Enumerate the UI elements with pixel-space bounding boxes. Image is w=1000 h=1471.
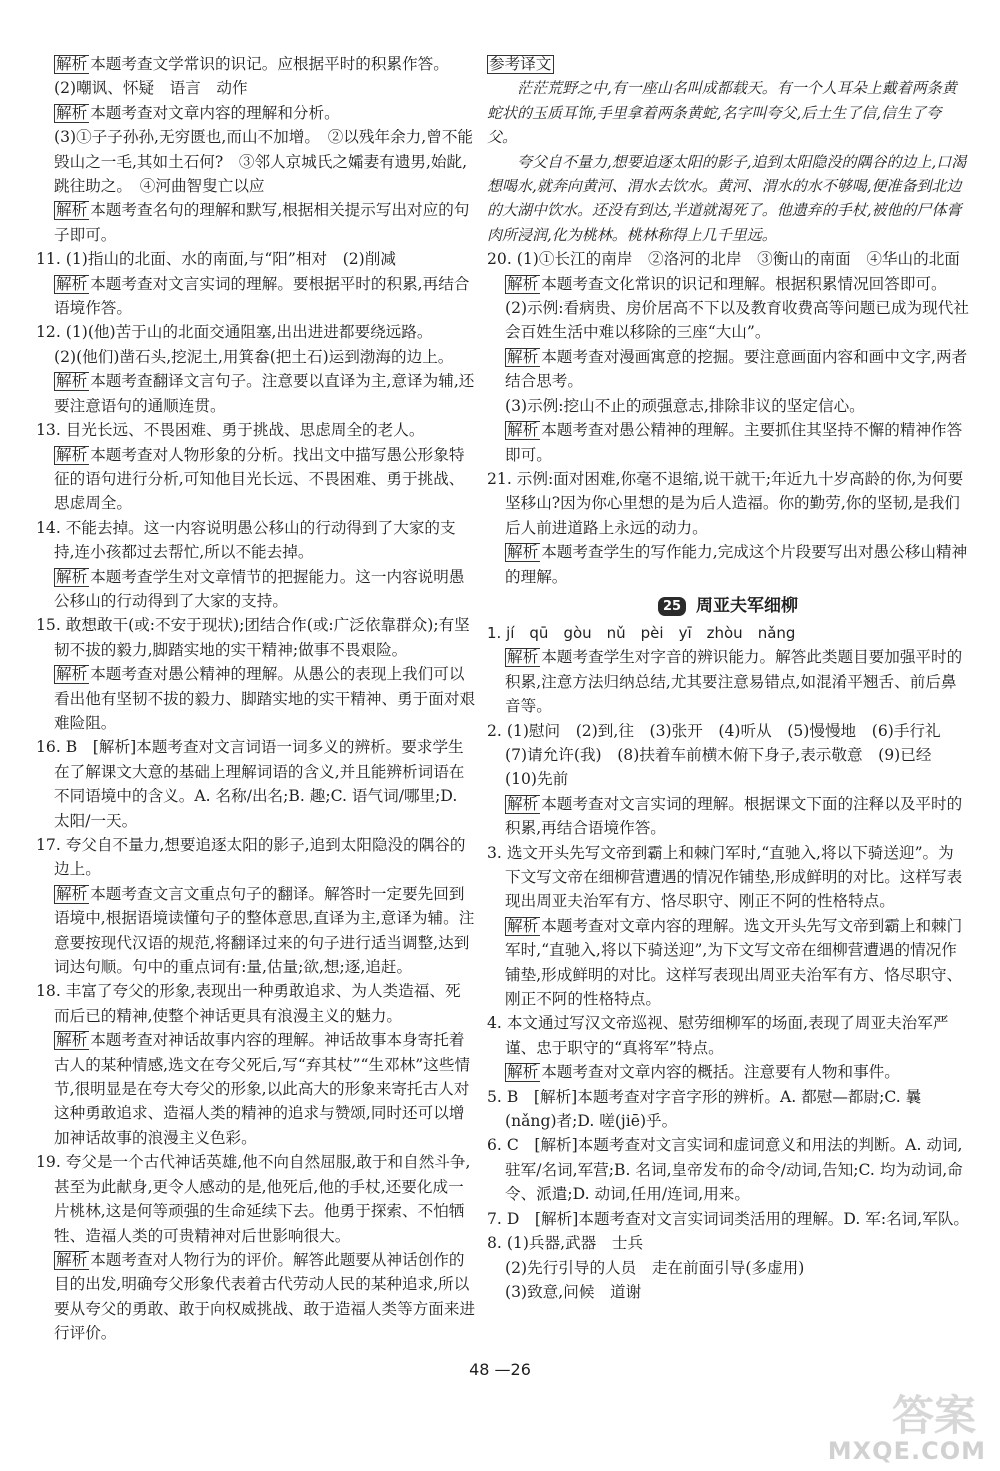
text-line: [36, 1248, 476, 1346]
line-text: 本题考查对文言实词的理解。根据课文下面的注释以及平时的积累,再结合语境作答。: [505, 794, 963, 838]
text-line: [487, 1207, 969, 1231]
line-text: 本题考查对文言实词的理解。要根据平时的积累,再结合语境作答。: [54, 274, 470, 318]
text-line: [36, 345, 476, 369]
text-line: [36, 247, 476, 271]
line-text: 本题考查对人物行为的评价。解答此题要从神话创作的目的出发,明确夸父形象代表着古代劳动人民的某种追求,所以要从夸父的勇敢、敢于向权威挑战、敢于造福人类等方面来进行评价。: [54, 1250, 476, 1343]
line-text: 夸父自不量力,想要追逐太阳的影子,追到太阳隐没的隅谷的边上,口渴想喝水,就奔向黄河、渭水去饮水。黄河、渭水的水不够喝,便准备到北边的大湖中饮水。还没有到达,半道就渴死了。他遗弃的手杖,被他的尸体膏肉所浸润,化为桃林。桃林称得上几千里远。: [487, 152, 967, 244]
bracket-tag: 解析: [507, 274, 539, 293]
line-text: 本题考查学生对文章情节的把握能力。这一内容说明愚公移山的行动得到了大家的支持。: [54, 567, 465, 610]
bracket-tag: 解析: [507, 916, 539, 935]
page-number: 48 —26: [469, 1360, 531, 1379]
text-line: [487, 467, 969, 540]
line-text: 17. 夸父自不量力,想要追逐太阳的影子,追到太阳隐没的隅谷的边上。: [36, 836, 466, 879]
text-line: [36, 662, 476, 735]
text-line: [487, 150, 969, 248]
line-text: (2)嘲讽、怀疑 语言 动作: [54, 79, 248, 98]
line-text: (3)①子子孙孙,无穷匮也,而山不加增。 ②以残年余力,曾不能毁山之一毛,其如土石何? ③邻人京城氏之孀妻有遗男,始龀,跳往助之。 ④河曲智叟亡以应: [54, 128, 474, 196]
text-line: [487, 272, 969, 296]
text-line: [36, 443, 476, 516]
bracket-tag: 解析: [56, 201, 88, 220]
text-line: [487, 719, 969, 792]
line-text: 14. 不能去掉。这一内容说明愚公移山的行动得到了大家的支持,连小孩都过去帮忙,所以不能去掉。: [36, 518, 456, 562]
text-line: [487, 418, 969, 467]
text-line: [487, 792, 969, 841]
line-text: 本题考查文言文重点句子的翻译。解答时一定要先回到语境中,根据语境读懂句子的整体意思,直译为主,意译为辅。注意要按现代汉语的规范,将翻译过来的句子进行适当调整,达到词达句顺。句中的重点词有:量,估量;欲,想;逐,追赶。: [54, 884, 475, 977]
line-text: 本题考查对人物形象的分析。找出文中描写愚公形象特征的语句进行分析,可知他目光长远、不畏困难、勇于挑战、思虑周全。: [54, 445, 465, 513]
line-text: 18. 丰富了夸父的形象,表现出一种勇敢追求、为人类造福、死而后已的精神,使整个神话更具有浪漫主义的魅力。: [36, 982, 461, 1025]
text-line: [36, 272, 476, 321]
line-text: 3. 选文开头先写文帝到霸上和棘门军时,“直驰入,将以下骑送迎”。为下文写文帝在细柳营遭遇的情况作铺垫,形成鲜明的对比。这样写表现出周亚夫治军有方、恪尽职守、刚正不阿的性格特点。: [487, 843, 963, 911]
line-text: 本题考查学生对字音的辨识能力。解答此类题目要加强平时的积累,注意方法归纳总结,尤其要注意易错点,如混淆平翘舌、前后鼻音等。: [505, 648, 963, 716]
text-line: [487, 1085, 969, 1134]
text-line: [487, 914, 969, 1012]
text-line: [487, 76, 969, 149]
bracket-tag: 解析: [56, 55, 88, 73]
line-text: 本题考查对愚公精神的理解。从愚公的表现上我们可以看出他有坚韧不拔的毅力、脚踏实地的实干精神、勇于面对艰难险阻。: [54, 665, 476, 732]
line-text: 13. 目光长远、不畏困难、勇于挑战、思虑周全的老人。: [36, 421, 425, 440]
line-text: 12. (1)(他)苦于山的北面交通阻塞,出出进进都要绕远路。: [36, 323, 433, 342]
text-line: [487, 1280, 969, 1304]
line-text: 茫茫荒野之中,有一座山名叫成都载天。有一个人耳朵上戴着两条黄蛇状的玉质耳饰,手里拿着两条黄蛇,名字叫夸父,后土生了信,信生了夸父。: [487, 79, 957, 147]
text-line: [487, 345, 969, 394]
text-line: [36, 125, 476, 198]
text-line: [487, 645, 969, 718]
text-line: [487, 841, 969, 914]
line-text: 7. D [解析]本题考查对文言实词词类活用的理解。D. 军:名词,军队。: [487, 1209, 970, 1228]
line-text: (2)示例:看病贵、房价居高不下以及教育收费高等问题已成为现代社会百姓生活中难以移除的三座“大山”。: [505, 299, 969, 342]
bracket-tag: 参考译文: [487, 55, 554, 74]
bracket-tag: 解析: [56, 1031, 88, 1050]
text-line: [487, 1133, 969, 1206]
bracket-tag: 解析: [507, 543, 539, 562]
bracket-tag: 解析: [56, 372, 88, 391]
line-text: 本题考查文学常识的识记。应根据平时的积累作答。: [90, 55, 449, 73]
text-line: [36, 833, 476, 882]
text-line: [487, 394, 969, 418]
line-text: 5. B [解析]本题考查对字音字形的辨析。A. 都慰—都尉;C. 曩(nǎng)者;D. 嗟(jiē)乎。: [487, 1087, 922, 1131]
line-text: 本题考查翻译文言句子。注意要以直译为主,意译为辅,还要注意语句的通顺连贯。: [54, 372, 475, 415]
line-text: 本题考查对漫画寓意的挖掘。要注意画面内容和画中文字,两者结合思考。: [505, 347, 968, 391]
line-text: 本题考查对文章内容的理解。选文开头先写文帝到霸上和棘门军时,“直驰入,将以下骑送迎”,为下文写文帝在细柳营遭遇的情况作铺垫,形成鲜明的对比。这样写表现出周亚夫治军有方、恪尽职守、刚正不阿的性格特点。: [505, 916, 963, 1009]
watermark-text: MXQE.COM: [827, 1437, 986, 1465]
left-column: [36, 52, 476, 1346]
text-line: [36, 516, 476, 565]
section-number-badge: 25: [658, 597, 686, 616]
line-text: (3)致意,问候 道谢: [505, 1282, 642, 1301]
text-line: [36, 613, 476, 662]
bracket-tag: 解析: [507, 648, 539, 667]
line-text: 16. B [解析]本题考查对文言词语一词多义的辨析。要求学生在了解课文大意的基础上理解词语的含义,并且能辨析词语在不同语境中的含义。A. 名称/出名;B. 趣;C. 语气词/哪里;D. 太阳/一天。: [36, 738, 465, 830]
text-line: [487, 247, 969, 271]
text-line: [487, 621, 969, 645]
text-line: [487, 1231, 969, 1255]
line-text: 20. (1)①长江的南岸 ②洛河的北岸 ③衡山的南面 ④华山的北面: [487, 250, 960, 269]
bracket-tag: 解析: [56, 567, 88, 586]
bracket-tag: 解析: [507, 794, 539, 813]
watermark-logo-icon: 答案: [891, 1391, 976, 1440]
bracket-tag: 解析: [507, 421, 539, 440]
text-line: [487, 1011, 969, 1060]
bracket-tag: 解析: [56, 1250, 88, 1269]
line-text: 6. C [解析]本题考查对文言实词和虚词意义和用法的判断。A. 动词,驻军/名词,军营;B. 名词,皇帝发布的命令/动词,告知;C. 均为动词,命令、派遣;D. 动词,任用/连词,用来。: [487, 1136, 963, 1204]
line-text: 2. (1)慰问 (2)到,往 (3)张开 (4)听从 (5)慢慢地 (6)手行礼 (7)请允许(我) (8)扶着车前横木俯下身子,表示敬意 (9)已经 (10)先前: [487, 721, 957, 789]
text-line: [487, 52, 969, 76]
line-text: 本题考查学生的写作能力,完成这个片段要写出对愚公移山精神的理解。: [505, 543, 968, 586]
bracket-tag: 解析: [56, 103, 88, 122]
line-text: (2)(他们)凿石头,挖泥土,用箕畚(把土石)运到渤海的边上。: [54, 347, 454, 366]
text-line: [36, 565, 476, 614]
line-text: 本题考查文化常识的识记和理解。根据积累情况回答即可。: [541, 274, 947, 293]
right-bottom-block: [487, 621, 969, 1304]
line-text: 本题考查对神话故事内容的理解。神话故事本身寄托着古人的某种情感,选文在夸父死后,写“弃其杖”“生邓林”这些情节,很明显是在夸大夸父的形象,以此高大的形象来寄托古人对这种勇敢追求、造福人类的精神的追求与赞颂,同时还可以增加神话故事的浪漫主义色彩。: [54, 1031, 471, 1147]
text-line: [36, 320, 476, 344]
line-text: 15. 敢想敢干(或:不安于现状);团结合作(或:广泛依靠群众);有坚韧不拔的毅力,脚踏实地的实干精神;做事不畏艰险。: [36, 616, 470, 659]
text-line: [36, 52, 476, 76]
line-text: 本题考查对文章内容的理解和分析。: [90, 103, 340, 122]
right-top-block: [487, 52, 969, 589]
line-text: 11. (1)指山的北面、水的南面,与“阳”相对 (2)削减: [36, 250, 396, 269]
text-line: [36, 369, 476, 418]
text-line: [36, 882, 476, 980]
right-column: [487, 52, 969, 1304]
text-line: [36, 979, 476, 1028]
bracket-tag: 解析: [507, 347, 539, 366]
bracket-tag: 解析: [56, 884, 88, 903]
line-text: 4. 本文通过写汉文帝巡视、慰劳细柳军的场面,表现了周亚夫治军严谨、忠于职守的“真将军”特点。: [487, 1014, 949, 1057]
line-text: 8. (1)兵器,武器 士兵: [487, 1234, 644, 1253]
line-text: 1. jí qū gòu nǔ pèi yī zhòu nǎng: [487, 623, 796, 642]
line-text: (3)示例:挖山不止的顽强意志,排除非议的坚定信心。: [505, 396, 865, 415]
line-text: 本题考查对愚公精神的理解。主要抓住其坚持不懈的精神作答即可。: [505, 421, 963, 464]
text-line: [36, 1028, 476, 1150]
text-line: [36, 1150, 476, 1248]
bracket-tag: 解析: [56, 665, 88, 684]
section-heading: [487, 591, 969, 621]
line-text: 本题考查对文章内容的概括。注意要有人物和事件。: [541, 1063, 900, 1082]
bracket-tag: 解析: [507, 1063, 539, 1082]
text-line: [36, 735, 476, 833]
text-line: [36, 418, 476, 442]
line-text: 21. 示例:面对困难,你毫不退缩,说干就干;年近九十岁高龄的你,为何要坚移山?因为你心里想的是为后人造福。你的勤劳,你的坚韧,是我们后人前进道路上永远的动力。: [487, 469, 964, 537]
text-line: [487, 1256, 969, 1280]
text-line: [487, 1060, 969, 1084]
section-title: 周亚夫军细柳: [696, 595, 799, 616]
line-text: 本题考查名句的理解和默写,根据相关提示写出对应的句子即可。: [54, 201, 470, 244]
bracket-tag: 解析: [56, 274, 88, 293]
line-text: 19. 夸父是一个古代神话英雄,他不向自然屈服,敢于和自然斗争,甚至为此献身,更令人感动的是,他死后,他的手杖,还要化成一片桃林,这是何等顽强的生命延续下去。他勇于探索、不怕牺牲、造福人类的可贵精神对后世影响很大。: [36, 1153, 471, 1245]
text-line: [36, 101, 476, 125]
text-line: [487, 540, 969, 589]
text-line: [36, 76, 476, 100]
text-line: [36, 198, 476, 247]
line-text: (2)先行引导的人员 走在前面引导(多虚用): [505, 1258, 805, 1277]
text-line: [487, 296, 969, 345]
bracket-tag: 解析: [56, 445, 88, 464]
watermark: [796, 1383, 986, 1465]
